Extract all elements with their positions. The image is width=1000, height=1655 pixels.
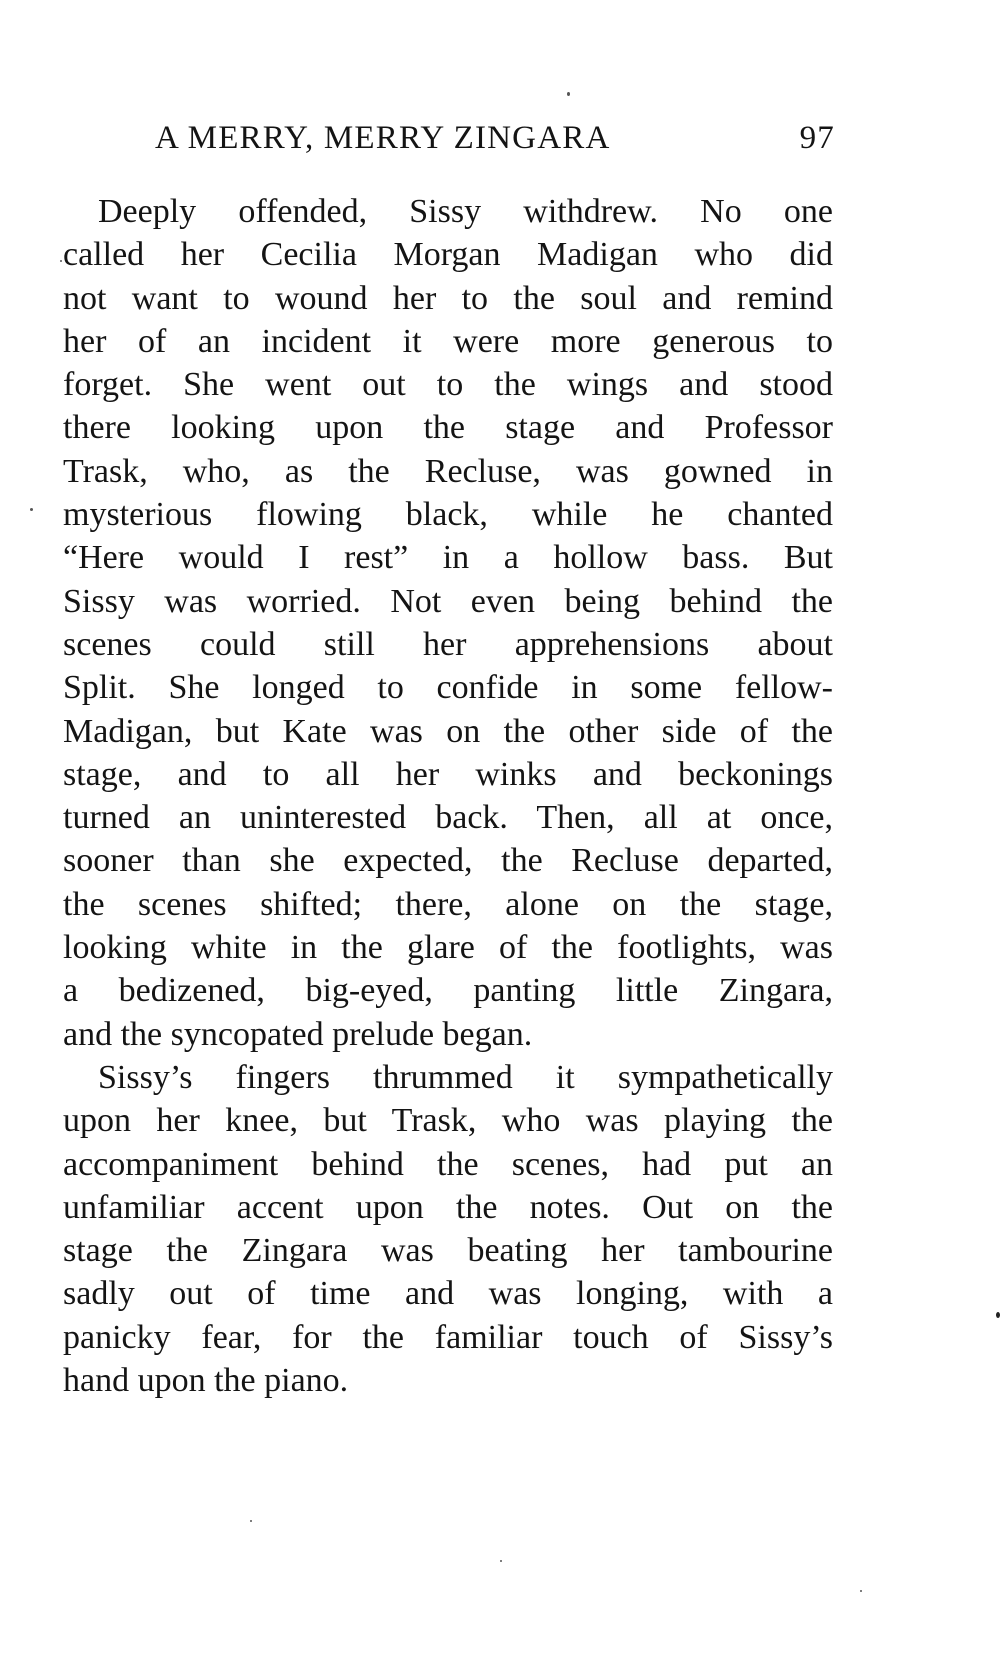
paragraph-2 [63, 1056, 833, 1402]
text-line: Sissy was worried. Not even being behind the [63, 582, 833, 620]
text-line: there looking upon the stage and Professor [63, 409, 833, 447]
running-head [155, 120, 835, 164]
print-speck [60, 260, 62, 262]
text-line: turned an uninterested back. Then, all at once, [63, 799, 833, 837]
text-line: her of an incident it were more generous to [63, 322, 833, 360]
text-line: upon her knee, but Trask, who was playing the [63, 1102, 833, 1140]
text-line: and the syncopated prelude began. [63, 1015, 533, 1053]
text-line: “Here would I rest” in a hollow bass. But [63, 539, 833, 577]
print-speck [30, 508, 33, 511]
text-line: mysterious flowing black, while he chanted [63, 496, 833, 534]
text-line: accompaniment behind the scenes, had put an [63, 1145, 833, 1183]
text-line: sooner than she expected, the Recluse departed, [63, 842, 833, 880]
text-line: Sissy’s fingers thrummed it sympathetically [98, 1058, 833, 1096]
print-speck [996, 1312, 1000, 1318]
print-speck [500, 1560, 502, 1562]
text-line: the scenes shifted; there, alone on the stage, [63, 885, 833, 923]
text-line: scenes could still her apprehensions about [63, 625, 833, 663]
chapter-title: A MERRY, MERRY ZINGARA [155, 120, 611, 156]
text-line: Deeply offended, Sissy withdrew. No one [98, 193, 833, 230]
print-speck [567, 92, 570, 96]
text-line: Split. She longed to confide in some fellow- [63, 669, 833, 707]
text-line: Madigan, but Kate was on the other side of the [63, 712, 833, 750]
text-line: forget. She went out to the wings and stood [63, 366, 833, 404]
page-number: 97 [799, 120, 835, 156]
text-line: Trask, who, as the Recluse, was gowned in [63, 452, 833, 490]
text-line: stage, and to all her winks and beckonings [63, 755, 833, 793]
text-line: panicky fear, for the familiar touch of Sissy’s [63, 1318, 833, 1356]
text-line: unfamiliar accent upon the notes. Out on the [63, 1188, 833, 1226]
text-line: stage the Zingara was beating her tambourine [63, 1232, 833, 1270]
text-line: a bedizened, big-eyed, panting little Zingara, [63, 972, 833, 1010]
body-text [63, 190, 833, 1402]
print-speck [860, 1590, 862, 1592]
print-speck [250, 1520, 252, 1522]
text-line: sadly out of time and was longing, with a [63, 1275, 833, 1313]
text-line: hand upon the piano. [63, 1362, 349, 1400]
paragraph-1 [63, 190, 833, 1056]
text-line: looking white in the glare of the footlights, was [63, 929, 833, 967]
text-line: not want to wound her to the soul and remind [63, 279, 833, 317]
text-line: called her Cecilia Morgan Madigan who did [63, 236, 833, 274]
